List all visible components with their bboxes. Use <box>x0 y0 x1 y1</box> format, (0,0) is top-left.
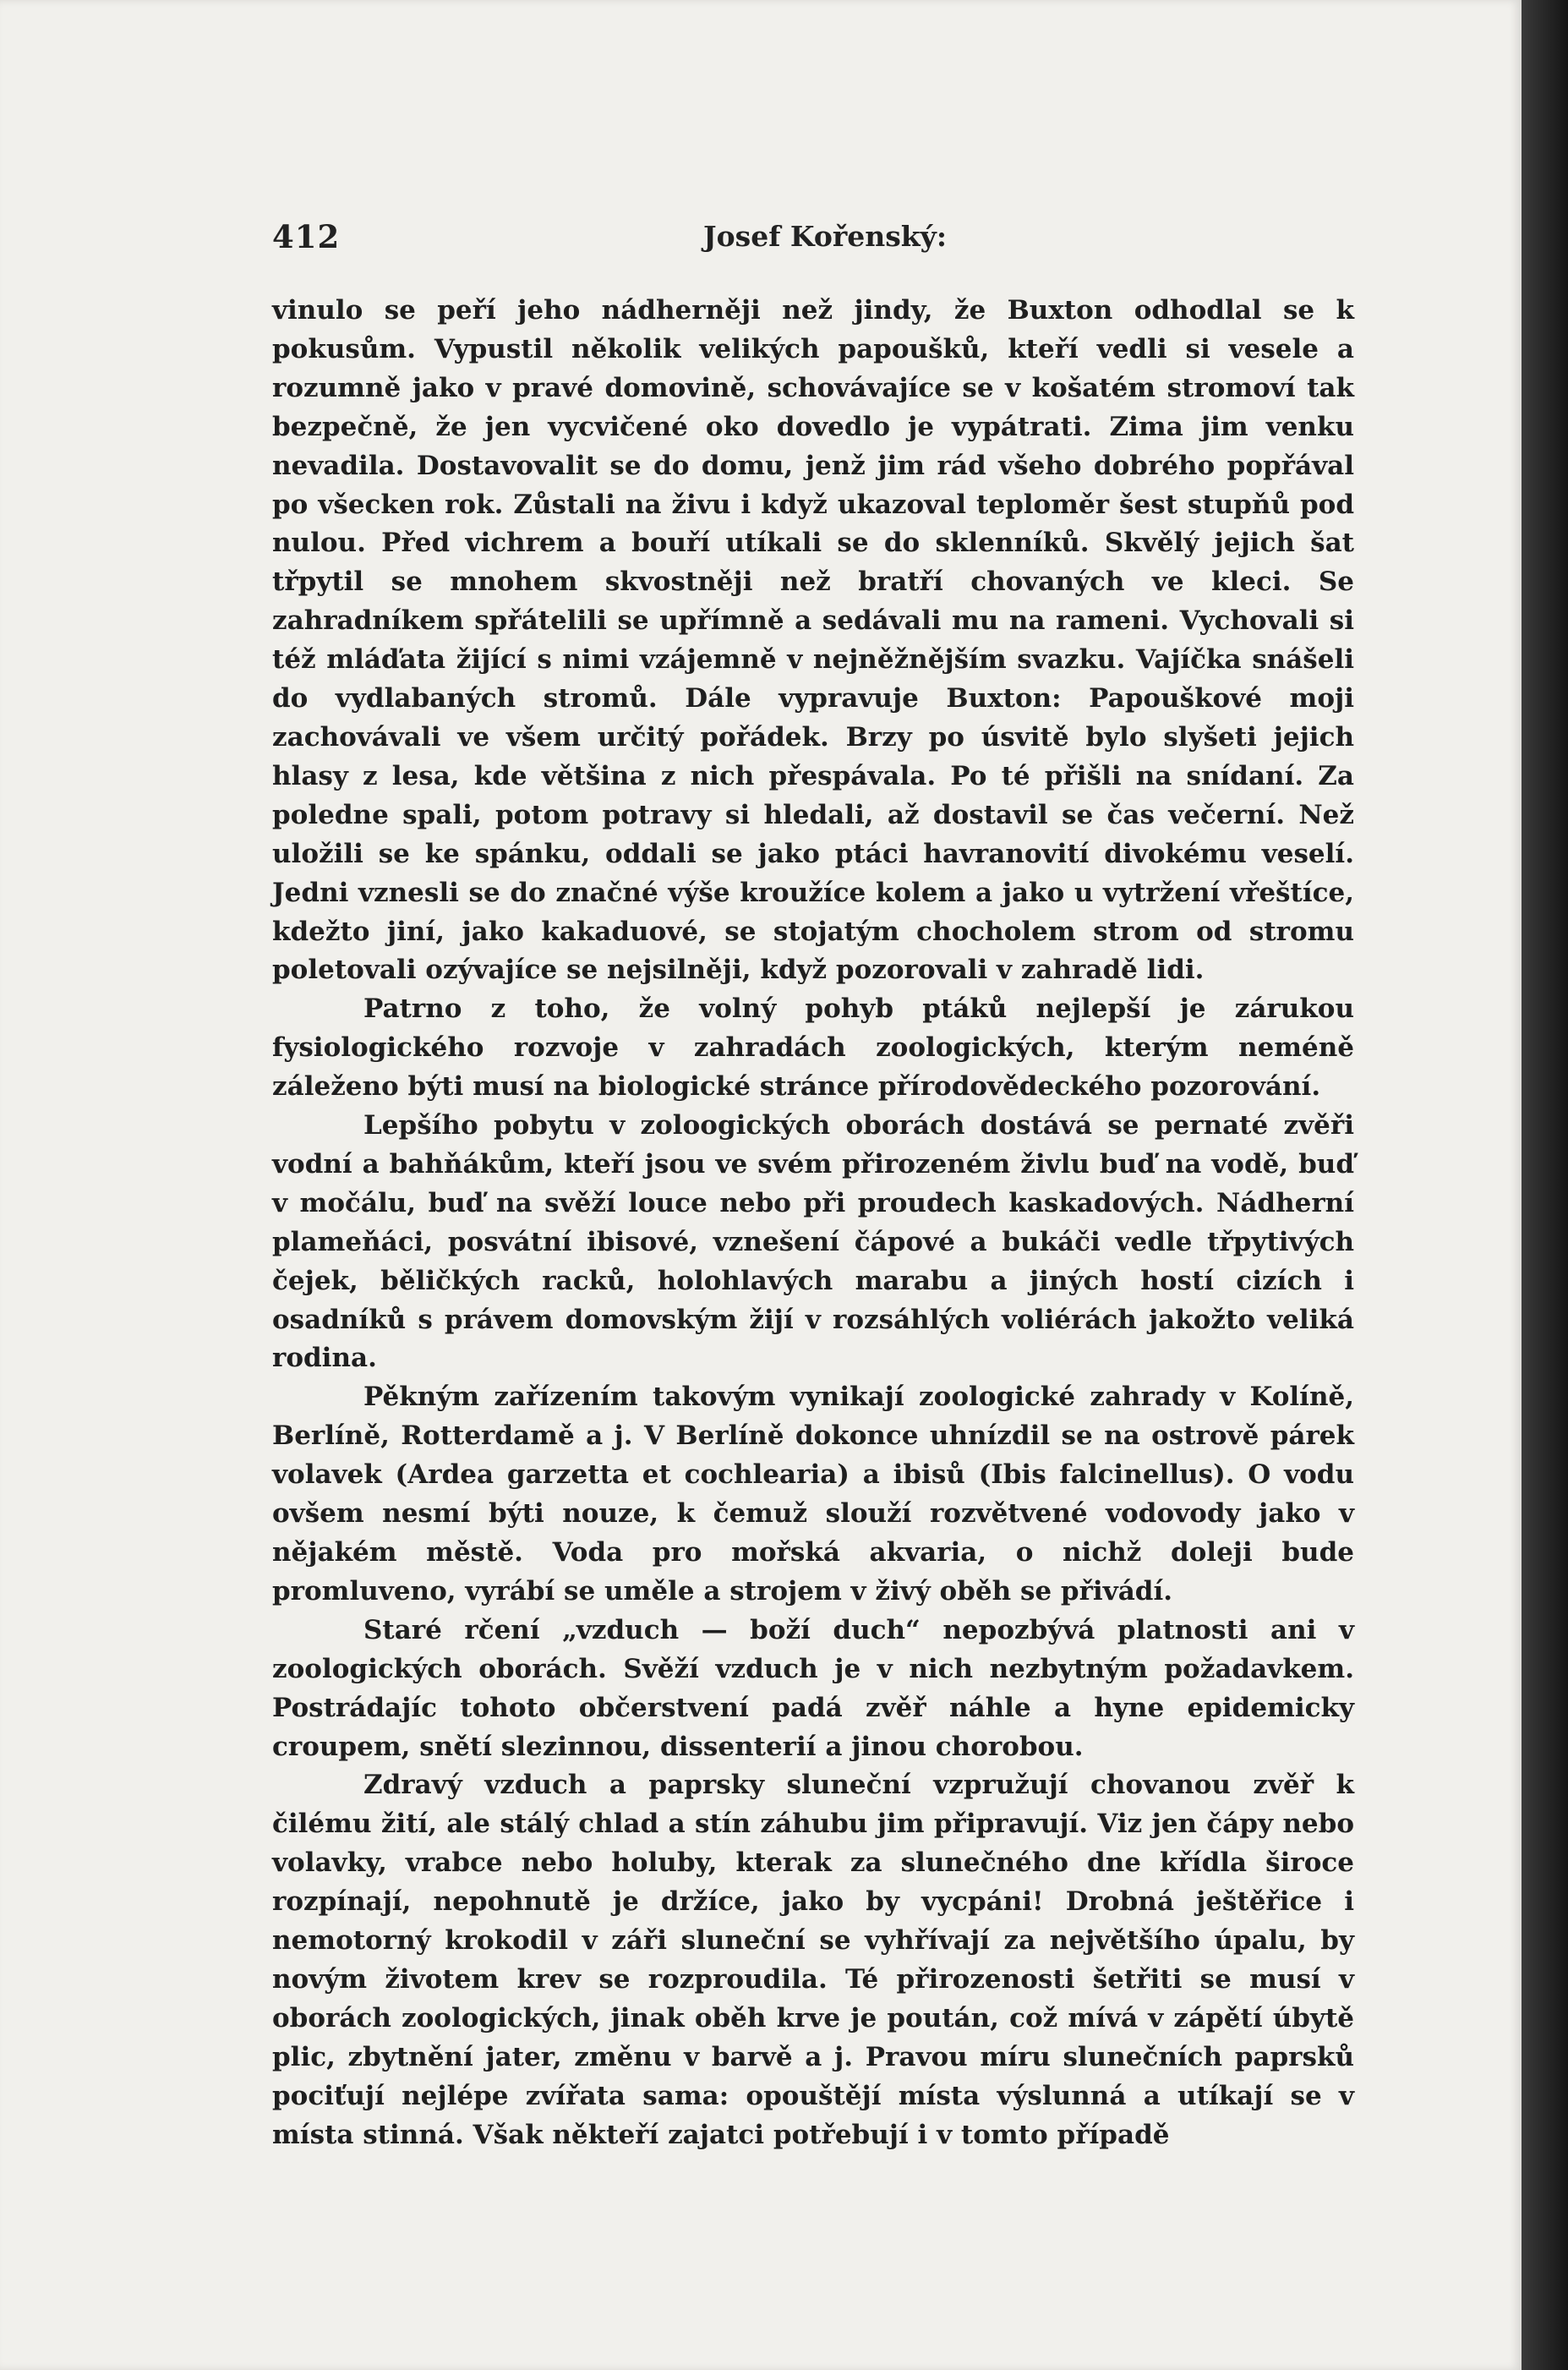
page-number: 412 <box>272 218 341 255</box>
running-head: Josef Kořenský: <box>703 220 948 253</box>
paragraph: Patrno z toho, že volný pohyb ptáků nejlepší je zárukou fysiologického rozvoje v zahradách zoologických, kterým neméně záleženo býti musí na biologické stránce přírodovědeckého pozorování. <box>272 993 1354 1103</box>
paragraph: Staré rčení „vzduch — boží duch“ nepozbývá platnosti ani v zoologických oborách. Svěží vzduch je v nich nezbytným požadavkem. Postrádajíc tohoto občerstvení padá zvěř náhle a hyne epidemicky croupem, snětí slezinnou, dissenterií a jinou chorobou. <box>272 1614 1354 1762</box>
body-text <box>272 292 1354 2155</box>
paragraph: Pěkným zařízením takovým vynikají zoologické zahrady v Kolíně, Berlíně, Rotterdamě a j. V Berlíně dokonce uhnízdil se na ostrově párek volavek (Ardea garzetta et cochlearia) a ibisů (Ibis falcinellus). O vodu ovšem nesmí býti nouze, k čemuž slouží rozvětvené vodovody jako v nějakém městě. Voda pro mořská akvaria, o nichž doleji bude promluveno, vyrábí se uměle a strojem v živý oběh se přivádí. <box>272 1382 1354 1606</box>
scan-edge <box>1522 0 1568 2370</box>
paragraph: Zdravý vzduch a paprsky sluneční vzpružují chovanou zvěř k čilému žití, ale stálý chlad a stín záhubu jim připravují. Viz jen čápy nebo volavky, vrabce nebo holuby, kterak za slunečného dne křídla široce rozpínají, nepohnutě je držíce, jako by vycpáni! Drobná ještěřice i nemotorný krokodil v záři sluneční se vyhřívají za největšího úpalu, by novým životem krev se rozproudila. Té přirozenosti šetřiti se musí v oborách zoologických, jinak oběh krve je poután, což mívá v zápětí úbytě plic, zbytnění jater, změnu v barvě a j. Pravou míru slunečních paprsků pociťují nejlépe zvířata sama: opouštějí místa výslunná a utíkají se v místa stinná. Však někteří zajatci potřebují i v tomto případě <box>272 1770 1354 2150</box>
paragraph: Lepšího pobytu v zoloogických oborách dostává se pernaté zvěři vodní a bahňákům, kteří jsou ve svém přirozeném živlu buď na vodě, buď v močálu, buď na svěží louce nebo při proudech kaskadových. Nádherní plameňáci, posvátní ibisové, vznešení čápové a bukáči vedle třpytivých čejek, běličkých racků, holohlavých marabu a jiných hostí cizích i osadníků s právem domovským žijí v rozsáhlých voliérách jakožto veliká rodina. <box>272 1110 1354 1374</box>
page-header <box>272 218 1354 255</box>
paragraph: vinulo se peří jeho nádherněji než jindy, že Buxton odhodlal se k pokusům. Vypustil několik velikých papoušků, kteří vedli si vesele a rozumně jako v pravé domovině, schovávajíce se v košatém stromoví tak bezpečně, že jen vycvičené oko dovedlo je vypátrati. Zima jim venku nevadila. Dostavovalit se do domu, jenž jim rád všeho dobrého popřával po všecken rok. Zůstali na živu i když ukazoval teploměr šest stupňů pod nulou. Před vichrem a bouří utíkali se do sklenníků. Skvělý jejich šat třpytil se mnohem skvostněji než bratří chovaných ve kleci. Se zahradníkem spřátelili se upřímně a sedávali mu na rameni. Vychovali si též mláďata žijící s nimi vzájemně v nejněžnějším svazku. Vajíčka snášeli do vydlabaných stromů. Dále vypravuje Buxton: Papouškové moji zachovávali ve všem určitý pořádek. Brzy po úsvitě bylo slyšeti jejich hlasy z lesa, kde většina z nich přespávala. Po té přišli na snídaní. Za poledne spali, potom potravy si hledali, až dostavil se čas večerní. Než uložili se ke spánku, oddali se jako ptáci havranovití divokému veselí. Jedni vznesli se do značné výše kroužíce kolem a jako u vytržení vřeštíce, kdežto jiní, jako kakaduové, se stojatým chocholem strom od stromu poletovali ozývajíce se nejsilněji, když pozorovali v zahradě lidi. <box>272 295 1354 986</box>
